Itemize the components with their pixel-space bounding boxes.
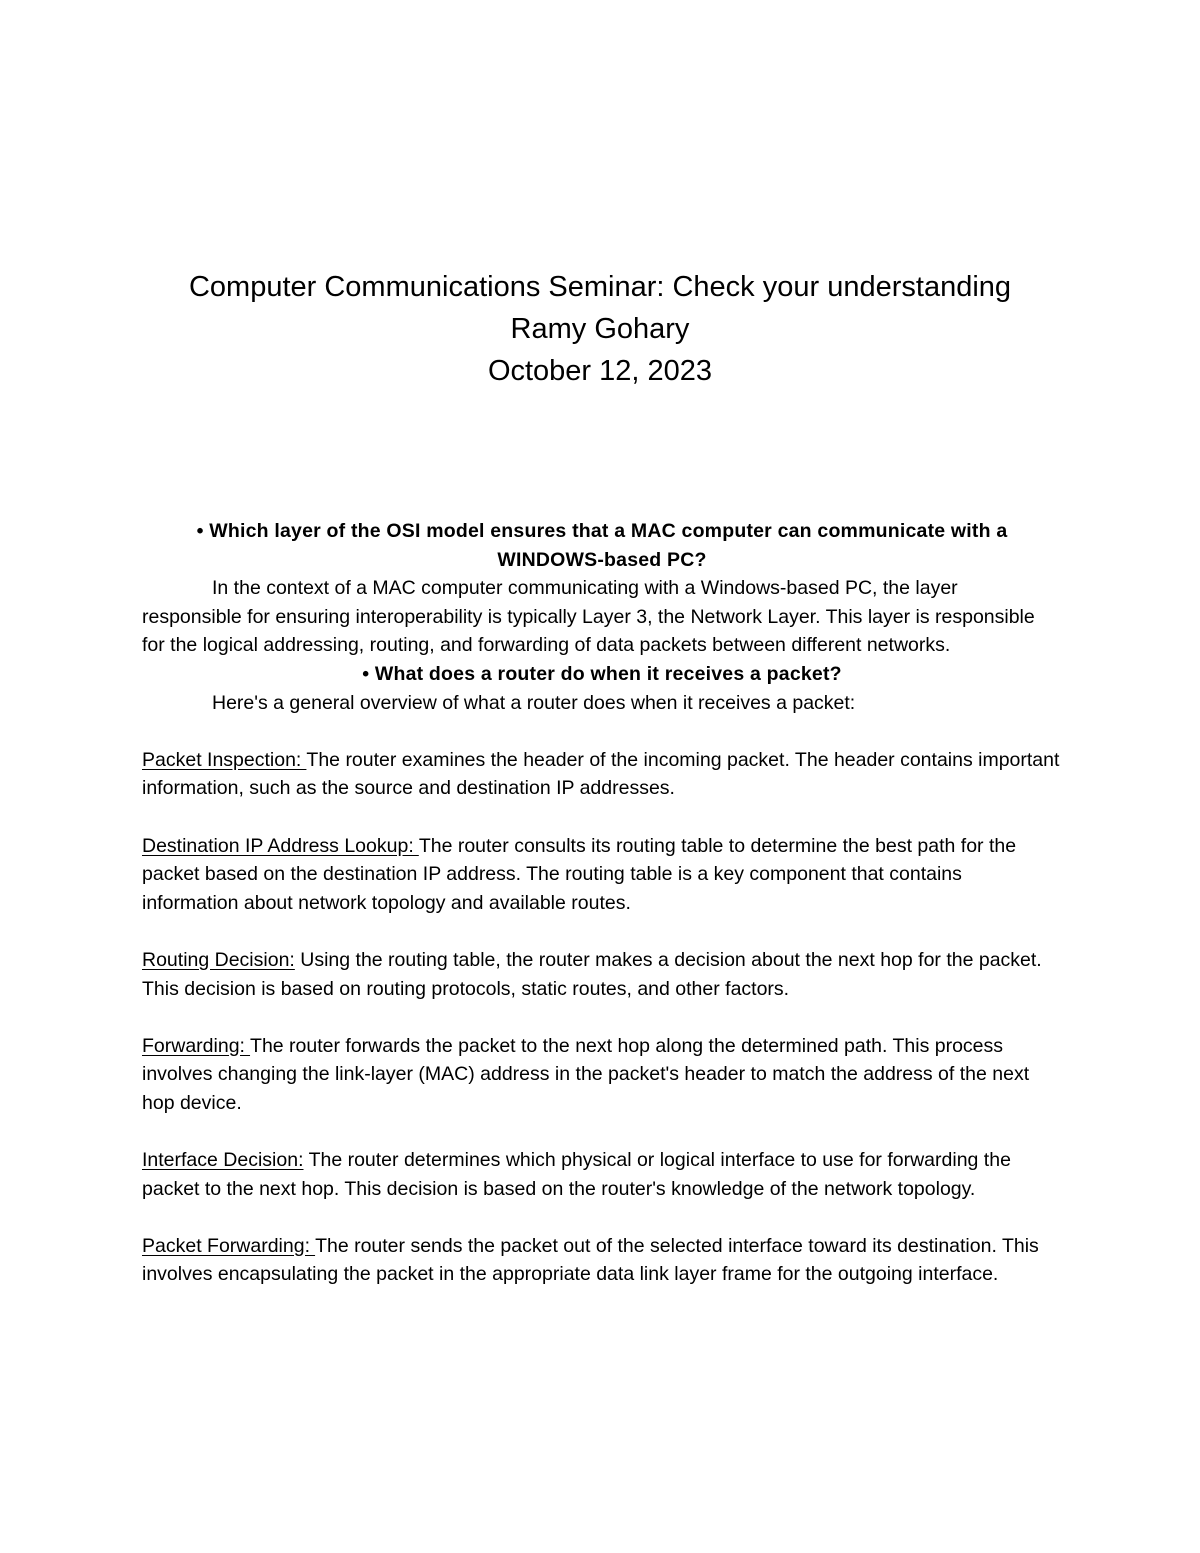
- step-packet-forwarding: [142, 1232, 1062, 1289]
- question-1: • Which layer of the OSI model ensures that a MAC computer can communicate with a WINDOWS-based PC?: [196, 520, 1008, 571]
- step-destination-lookup: [142, 832, 1062, 918]
- spacer: [142, 917, 1062, 946]
- step-packet-inspection: [142, 746, 1062, 803]
- spacer: [142, 1117, 1062, 1146]
- step-text: The router sends the packet out of the selected interface toward its destination. This involves encapsulating the packet in the appropriate data link layer frame for the outgoing interface.: [142, 1234, 1039, 1286]
- step-term: Routing Decision:: [142, 948, 295, 971]
- step-term: Packet Forwarding:: [142, 1234, 316, 1257]
- step-text: The router consults its routing table to determine the best path for the packet based on the destination IP address. The routing table is a key component that contains information about network topology and available routes.: [142, 834, 1017, 914]
- step-term: Packet Inspection:: [142, 748, 307, 771]
- document-title: Computer Communications Seminar: Check your understanding: [188, 271, 1012, 303]
- step-text: The router examines the header of the incoming packet. The header contains important information, such as the source and destination IP addresses.: [142, 748, 1060, 800]
- step-text: The router determines which physical or logical interface to use for forwarding the packet to the next hop. This decision is based on the router's knowledge of the network topology.: [142, 1149, 1011, 1200]
- answer-2-intro: Here's a general overview of what a router does when it receives a packet:: [212, 691, 856, 714]
- step-term: Destination IP Address Lookup:: [142, 834, 419, 857]
- step-routing-decision: [142, 946, 1062, 1003]
- spacer: [142, 803, 1062, 832]
- answer-1: In the context of a MAC computer communicating with a Windows-based PC, the layer responsible for ensuring interoperability is typically Layer 3, the Network Layer. This layer is responsible for the logical addressing, routing, and forwarding of data packets between different networks.: [142, 577, 1035, 657]
- step-term: Forwarding:: [142, 1034, 251, 1057]
- document-body: [142, 517, 1062, 1289]
- question-2: • What does a router do when it receives a packet?: [362, 662, 842, 685]
- spacer: [142, 1003, 1062, 1032]
- step-text: The router forwards the packet to the next hop along the determined path. This process involves changing the link-layer (MAC) address in the packet's header to match the address of the next hop device.: [142, 1034, 1030, 1114]
- spacer: [142, 1203, 1062, 1232]
- step-term: Interface Decision:: [142, 1149, 304, 1172]
- step-text: Using the routing table, the router makes a decision about the next hop for the packet. This decision is based on routing protocols, static routes, and other factors.: [142, 948, 1042, 1000]
- step-forwarding: [142, 1032, 1062, 1118]
- document-date: October 12, 2023: [487, 355, 713, 387]
- author-name: Ramy Gohary: [510, 313, 690, 345]
- step-interface-decision: [142, 1146, 1062, 1203]
- title-block: [100, 266, 1100, 392]
- spacer: [142, 717, 1062, 746]
